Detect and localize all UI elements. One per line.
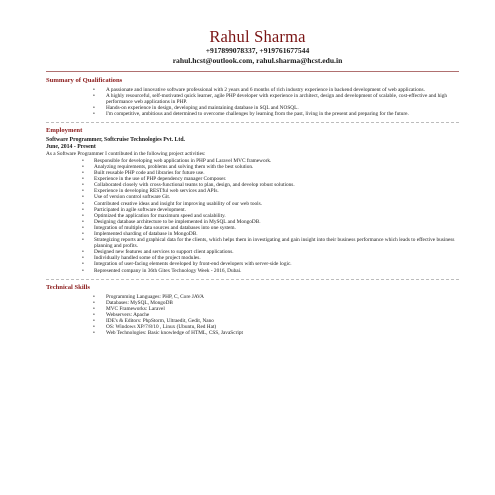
candidate-name: Rahul Sharma <box>209 27 306 46</box>
job-intro: As a Software Programmer I contributed in the following project activities: <box>46 151 206 158</box>
job-title: Software Programmer, Softcruise Technologies Pvt. Ltd. <box>46 137 186 144</box>
bullet-icon: • <box>82 255 84 262</box>
qualifications-list <box>46 87 459 117</box>
skills-title: Technical Skills <box>46 283 90 291</box>
bullet-icon: • <box>82 182 84 189</box>
bullet-icon: • <box>93 330 95 337</box>
list-item: • A highly resourceful, self-motivated quick learner, agile PHP developer with experience in architect, design and development of scalable, cost-effective and high performance web applications in PHP. <box>93 93 448 106</box>
phone-numbers: +917899078337, +919761677544 <box>205 46 310 55</box>
list-item: • Integration of user-facing elements developed by front-end developers with server-side logic. <box>82 261 292 268</box>
list-item: • Collaborated closely with cross-functional teams to plan, design, and develop robust solutions. <box>82 182 295 189</box>
list-item: • Databases: MySQL, MongoDB <box>93 299 173 306</box>
bullet-icon: • <box>93 324 95 331</box>
bullet-icon: • <box>82 170 84 177</box>
employment-list <box>46 158 459 274</box>
header-divider <box>46 71 459 72</box>
bullet-icon: • <box>82 249 84 256</box>
list-item: • Webservers: Apache <box>93 311 150 318</box>
employment-title: Employment <box>46 127 83 135</box>
list-item: • OS: Windows XP/7/8/10 , Linux (Ubuntu, Red Hat) <box>93 324 217 331</box>
employment-section <box>46 127 459 273</box>
bullet-icon: • <box>82 267 84 274</box>
list-item: • Strategizing reports and graphical data for the clients, which helps them in investigating and gain insight into their business performance which leads to effective business planning and profits. <box>82 237 455 250</box>
bullet-icon: • <box>93 105 95 112</box>
bullet-icon: • <box>93 293 95 300</box>
bullet-icon: • <box>82 237 84 244</box>
list-item: • Built reusable PHP code and libraries for future use. <box>82 170 205 177</box>
bullet-icon: • <box>93 311 95 318</box>
list-item: • Use of version control software Git. <box>82 194 171 201</box>
list-item: • I'm competitive, ambitious and determined to overcome challenges by learning from the past, living in the present and preparing for the future. <box>93 111 409 118</box>
qualifications-section <box>46 77 459 117</box>
bullet-icon: • <box>93 93 95 100</box>
list-item: • Contributed creative ideas and insight for improving usability of our web tools. <box>82 200 262 207</box>
job-date: June, 2014 - Present <box>46 144 96 151</box>
skills-section <box>46 284 459 337</box>
list-item: • Individually handled some of the project modules. <box>82 255 201 262</box>
bullet-icon: • <box>82 206 84 213</box>
section-divider <box>46 279 459 280</box>
list-item: • MVC Frameworks: Laravel <box>93 305 165 312</box>
bullet-icon: • <box>82 231 84 237</box>
list-item: • Optimized the application for maximum speed and scalability. <box>82 212 226 219</box>
bullet-icon: • <box>82 188 84 195</box>
bullet-icon: • <box>82 218 84 225</box>
bullet-icon: • <box>93 299 95 306</box>
bullet-icon: • <box>93 87 95 93</box>
list-item: • Programming Languages: PHP, C, Core JAVA <box>93 293 204 300</box>
bullet-icon: • <box>82 176 84 183</box>
list-item: • Designing database architecture to be implemented in MySQL and MongoDB. <box>82 218 261 225</box>
bullet-icon: • <box>82 194 84 201</box>
list-item: • Responsible for developing web applications in PHP and Laravel MVC framework. <box>82 157 272 164</box>
list-item: • Represented company in 36th Gitex Technology Week - 2016, Dubai. <box>82 267 242 274</box>
list-item: • Hands-on experience in design, developing and maintaining database in SQL and NOSQL. <box>93 105 299 112</box>
bullet-icon: • <box>82 261 84 268</box>
bullet-icon: • <box>82 163 84 170</box>
list-item: • Integration of multiple data sources and databases into one system. <box>82 224 236 231</box>
bullet-icon: • <box>82 157 84 164</box>
list-item: • Implemented sharding of database in MongoDB. <box>82 231 198 237</box>
list-item: • Experience in the use of PHP dependency manager Composer. <box>82 176 227 183</box>
bullet-icon: • <box>82 212 84 219</box>
bullet-icon: • <box>93 305 95 312</box>
list-item: • Designed new features and services to support client applications. <box>82 249 234 256</box>
list-item: • Experience in developing RESTful web services and APIs. <box>82 188 219 195</box>
bullet-icon: • <box>82 224 84 231</box>
resume-header <box>56 28 459 66</box>
list-item: • Participated in agile software development. <box>82 206 186 213</box>
section-divider <box>46 122 459 123</box>
skills-list <box>46 294 459 337</box>
qualifications-title: Summary of Qualifications <box>46 77 123 84</box>
bullet-icon: • <box>93 111 95 118</box>
email-addresses: rahul.hcst@outlook.com, rahul.sharma@hcst.edu.in <box>172 56 343 65</box>
list-item: • Web Technologies: Basic knowledge of HTML, CSS, JavaScript <box>93 330 243 337</box>
list-item: • A passionate and innovative software professional with 2 years and 6 months of rich industry experience in backend development of web applications. <box>93 87 425 93</box>
list-item: • Analyzing requirements, problems and solving them with the best solution. <box>82 163 254 170</box>
list-item: • IDE's & Editors: PhpStorm, Ultraedit, Gedit, Nano <box>93 318 214 325</box>
bullet-icon: • <box>93 318 95 325</box>
bullet-icon: • <box>82 200 84 207</box>
